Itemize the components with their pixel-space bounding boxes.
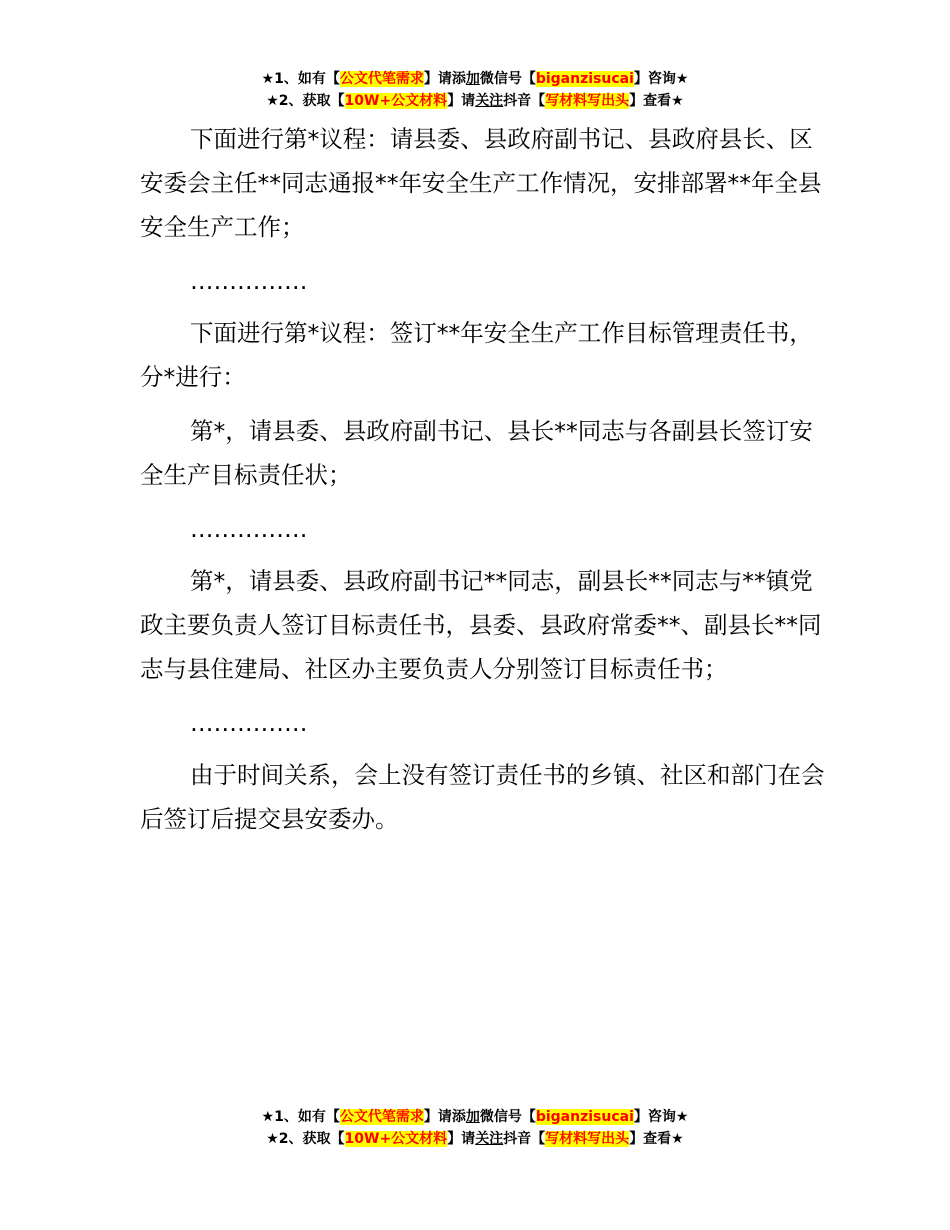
highlight-douyin-account: 写材料写出头 xyxy=(545,93,630,109)
highlight-materials: 10W+公文材料 xyxy=(344,93,448,109)
banner-underlined-text: 加 xyxy=(465,1109,480,1125)
paragraph-sign-step-2: 第*，请县委、县政府副书记**同志，副县长**同志与**镇党政主要负责人签订目标责任书，县委、县政府常委**、副县长**同志与县住建局、社区办主要负责人分别签订目标责任书； xyxy=(140,567,822,683)
highlight-materials: 10W+公文材料 xyxy=(344,1131,448,1147)
banner-line-2 xyxy=(0,1128,950,1150)
highlight-ghostwriting: 公文代笔需求 xyxy=(339,1109,424,1125)
footer-banner xyxy=(0,1106,950,1150)
banner-line-1 xyxy=(0,1106,950,1128)
banner-text: 抖音【 xyxy=(503,1131,546,1147)
banner-text: 】查看★ xyxy=(629,1131,684,1147)
paragraph-agenda-sign: 下面进行第*议程：签订**年安全生产工作目标管理责任书，分*进行： xyxy=(140,319,813,391)
banner-text: 】请 xyxy=(447,1131,476,1147)
banner-text: 抖音【 xyxy=(503,93,546,109)
document-body xyxy=(140,117,830,851)
banner-text: 】请 xyxy=(447,93,476,109)
ellipsis-line: …………… xyxy=(190,709,308,737)
banner-text: ★2、获取【 xyxy=(266,93,345,109)
banner-text: ★1、如有【 xyxy=(261,1109,340,1125)
banner-text: 】请添 xyxy=(423,71,466,87)
banner-underlined-text: 关注 xyxy=(475,1131,504,1147)
header-banner xyxy=(0,68,950,112)
banner-text: 】请添 xyxy=(423,1109,466,1125)
highlight-ghostwriting: 公文代笔需求 xyxy=(339,71,424,87)
highlight-wechat-id: biganzisucai xyxy=(535,1109,634,1125)
highlight-wechat-id: biganzisucai xyxy=(535,71,634,87)
banner-underlined-text: 加 xyxy=(465,71,480,87)
banner-line-1 xyxy=(0,68,950,90)
banner-text: 】咨询★ xyxy=(633,1109,689,1125)
highlight-douyin-account: 写材料写出头 xyxy=(545,1131,630,1147)
paragraph-sign-step-1: 第*，请县委、县政府副书记、县长**同志与各副县长签订安全生产目标责任状； xyxy=(140,417,813,489)
banner-text: 微信号【 xyxy=(479,71,536,87)
banner-text: ★2、获取【 xyxy=(266,1131,345,1147)
paragraph-closing: 由于时间关系，会上没有签订责任书的乡镇、社区和部门在会后签订后提交县安委办。 xyxy=(140,761,825,833)
paragraph-agenda-report: 下面进行第*议程：请县委、县政府副书记、县政府县长、区安委会主任**同志通报**年安全生产工作情况，安排部署**年全县安全生产工作； xyxy=(140,125,822,241)
banner-line-2 xyxy=(0,90,950,112)
banner-text: 微信号【 xyxy=(479,1109,536,1125)
banner-text: 】查看★ xyxy=(629,93,684,109)
ellipsis-line: …………… xyxy=(190,267,308,295)
banner-underlined-text: 关注 xyxy=(475,93,504,109)
banner-text: 】咨询★ xyxy=(633,71,689,87)
banner-text: ★1、如有【 xyxy=(261,71,340,87)
ellipsis-line: …………… xyxy=(190,515,308,543)
